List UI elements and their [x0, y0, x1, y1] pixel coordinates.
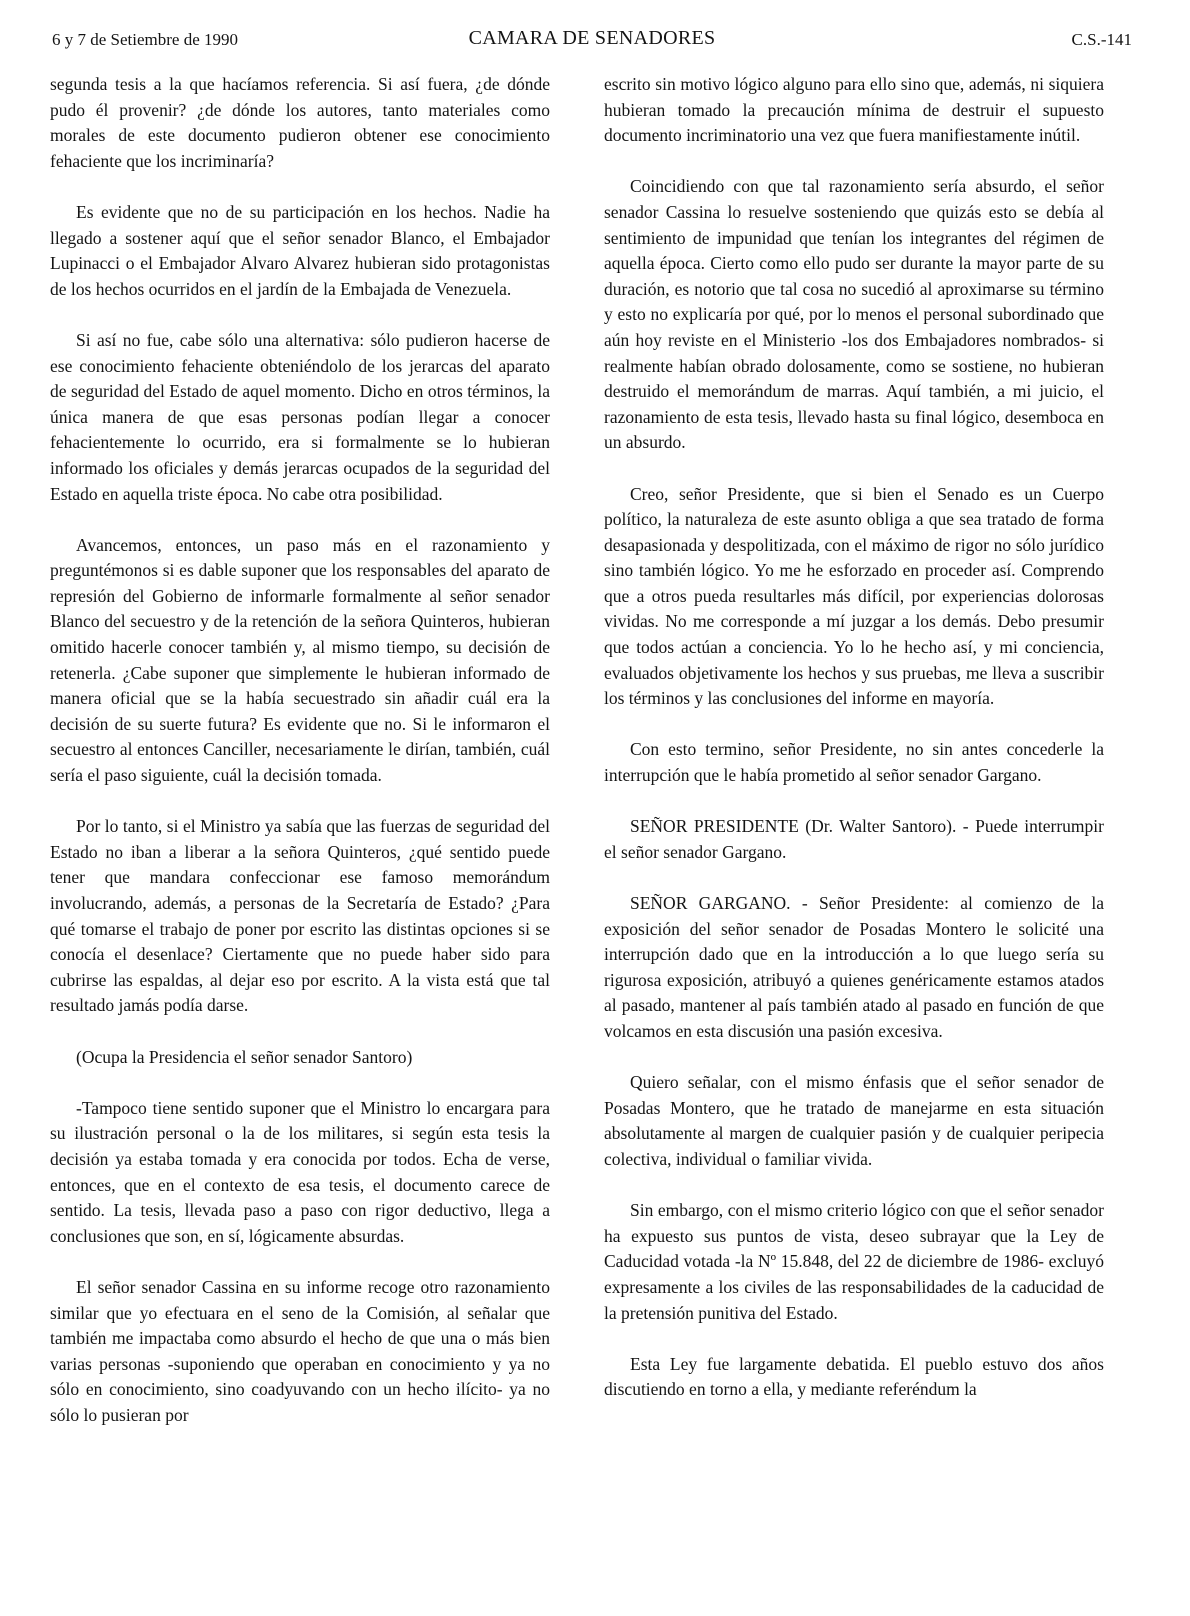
right-column [604, 72, 1104, 1403]
speaker-paragraph: SEÑOR GARGANO. - Señor Presidente: al comienzo de la exposición del señor senador de Posadas Montero le solicité una interrupción dado que en la introducción a lo que luego sería su rigurosa exposición, atribuyó a quienes genéricamente estamos atados al pasado, mantener al país también atado al pasado en función de que volcamos en esta discusión una pasión excesiva. [604, 893, 1104, 1041]
paragraph: Por lo tanto, si el Ministro ya sabía que las fuerzas de seguridad del Estado no iban a liberar a la señora Quinteros, ¿qué sentido puede tener que mandara confeccionar ese famoso memorándum involucrando, además, a personas de la Secretaría de Estado? ¿Para qué tomarse el trabajo de poner por escrito las distintas opciones si se conocía el desenlace? Ciertamente que no puede haber sido para cubrirse las espaldas, al dejar eso por escrito. A la vista está que tal resultado jamás podía darse. [50, 816, 550, 1016]
paragraph: Es evidente que no de su participación en los hechos. Nadie ha llegado a sostener aquí que el señor senador Blanco, el Embajador Lupinacci o el Embajador Alvaro Alvarez hubieran sido protagonistas de los hechos ocurridos en el jardín de la Embajada de Venezuela. [50, 201, 550, 299]
paragraph: Avancemos, entonces, un paso más en el razonamiento y preguntémonos si es dable suponer que los responsables del aparato de represión del Gobierno de informarle formalmente al señor senador Blanco del secuestro y de la retención de la señora Quinteros, hubieran omitido hacerle conocer también y, al mismo tiempo, su decisión de retenerla. ¿Cabe suponer que simplemente le hubieran informado de manera oficial que se la había secuestrado sin añadir cuál era la decisión de su suerte futura? Es evidente que no. Si le informaron el secuestro al entonces Canciller, necesariamente le dirían, también, cuál sería el paso siguiente, cuál la decisión tomada. [50, 534, 550, 786]
presidency-note: (Ocupa la Presidencia el señor senador Santoro) [76, 1046, 413, 1067]
header-chamber-title: CAMARA DE SENADORES [468, 27, 716, 49]
paragraph: Con esto termino, señor Presidente, no sin antes concederle la interrupción que le había prometido al señor senador Gargano. [604, 739, 1104, 786]
paragraph: Si así no fue, cabe sólo una alternativa: sólo pudieron hacerse de ese conocimiento fehaciente obteniéndolo de los jerarcas del aparato de seguridad del Estado de aquel momento. Dicho en otros términos, la única manera de que esas personas podían llegar a conocer fehacientemente lo ocurrido, era si formalmente se lo hubieran informado los oficiales y demás jerarcas ocupados de la seguridad del Estado en aquella triste época. No cabe otra posibilidad. [50, 329, 550, 504]
header-date: 6 y 7 de Setiembre de 1990 [52, 30, 239, 49]
header-page-code: C.S.-141 [1071, 30, 1132, 49]
paragraph: Creo, señor Presidente, que si bien el Senado es un Cuerpo político, la naturaleza de este asunto obliga a que sea tratado de forma desapasionada y despolitizada, con el máximo de rigor no sólo jurídico sino también lógico. Yo me he esforzado en proceder así. Comprendo que a otros pueda resultarles más difícil, por experiencias dolorosas vividas. No me corresponde a mí juzgar a los demás. Debo presumir que todos actúan a conciencia. Yo lo he hecho así, y mi conciencia, evaluados objetivamente los hechos y sus pruebas, me lleva a suscribir los términos y las conclusiones del informe en mayoría. [604, 483, 1104, 709]
page-header [52, 24, 1132, 54]
paragraph: -Tampoco tiene sentido suponer que el Ministro lo encargara para su ilustración personal o la de los militares, si según esta tesis la decisión ya estaba tomada y era conocida por todos. Echa de verse, entonces, que en el contexto de esa tesis, el documento carece de sentido. La tesis, llevada paso a paso con rigor deductivo, llega a conclusiones que son, en sí, lógicamente absurdas. [50, 1097, 550, 1246]
paragraph: Sin embargo, con el mismo criterio lógico con que el señor senador ha expuesto sus puntos de vista, deseo subrayar que la Ley de Caducidad votada -la Nº 15.848, del 22 de diciembre de 1986- excluyó expresamente a los civiles de las responsabilidades de la caducidad de la pretensión punitiva del Estado. [604, 1200, 1104, 1323]
paragraph: Coincidiendo con que tal razonamiento sería absurdo, el señor senador Cassina lo resuelve sosteniendo que quizás esto se debía al sentimiento de impunidad que tenían los integrantes del régimen de aquella época. Cierto como ello pudo ser durante la mayor parte de su duración, es notorio que tal cosa no sucedió al aproximarse su término y esto no explicaría por qué, por lo menos el personal subordinado que aún hoy reviste en el Ministerio -los dos Embajadores nombrados- si realmente habían obrado dolosamente, como se sostiene, no hubieran destruido el memorándum de marras. Aquí también, a mi juicio, el razonamiento de esta tesis, llevado hasta su final lógico, desemboca en un absurdo. [604, 176, 1104, 453]
speaker-paragraph: SEÑOR PRESIDENTE (Dr. Walter Santoro). - Puede interrumpir el señor senador Gargano. [604, 816, 1104, 862]
paragraph: El señor senador Cassina en su informe recoge otro razonamiento similar que yo efectuara en el seno de la Comisión, al señalar que también me impactaba como absurdo el hecho de que una o más bien varias personas -suponiendo que operaban en conocimiento y ya no sólo en conocimiento, sino coadyuvando con un hecho ilícito- ya no sólo lo pusieran por [50, 1276, 550, 1425]
left-column [50, 72, 550, 1428]
paragraph: segunda tesis a la que hacíamos referencia. Si así fuera, ¿de dónde pudo él provenir? ¿de dónde los autores, tanto materiales como morales de este documento pudieron obtener ese conocimiento fehaciente que los incriminaría? [50, 74, 550, 171]
paragraph: escrito sin motivo lógico alguno para ello sino que, además, ni siquiera hubieran tomado la precaución mínima de destruir el supuesto documento incriminatorio una vez que fuera manifiestamente inútil. [604, 74, 1104, 146]
paragraph: Quiero señalar, con el mismo énfasis que el señor senador de Posadas Montero, que he tratado de manejarme en esta situación absolutamente al margen de cualquier pasión y de cualquier peripecia colectiva, individual o familiar vivida. [604, 1072, 1104, 1169]
paragraph: Esta Ley fue largamente debatida. El pueblo estuvo dos años discutiendo en torno a ella, y mediante referéndum la [604, 1353, 1104, 1400]
